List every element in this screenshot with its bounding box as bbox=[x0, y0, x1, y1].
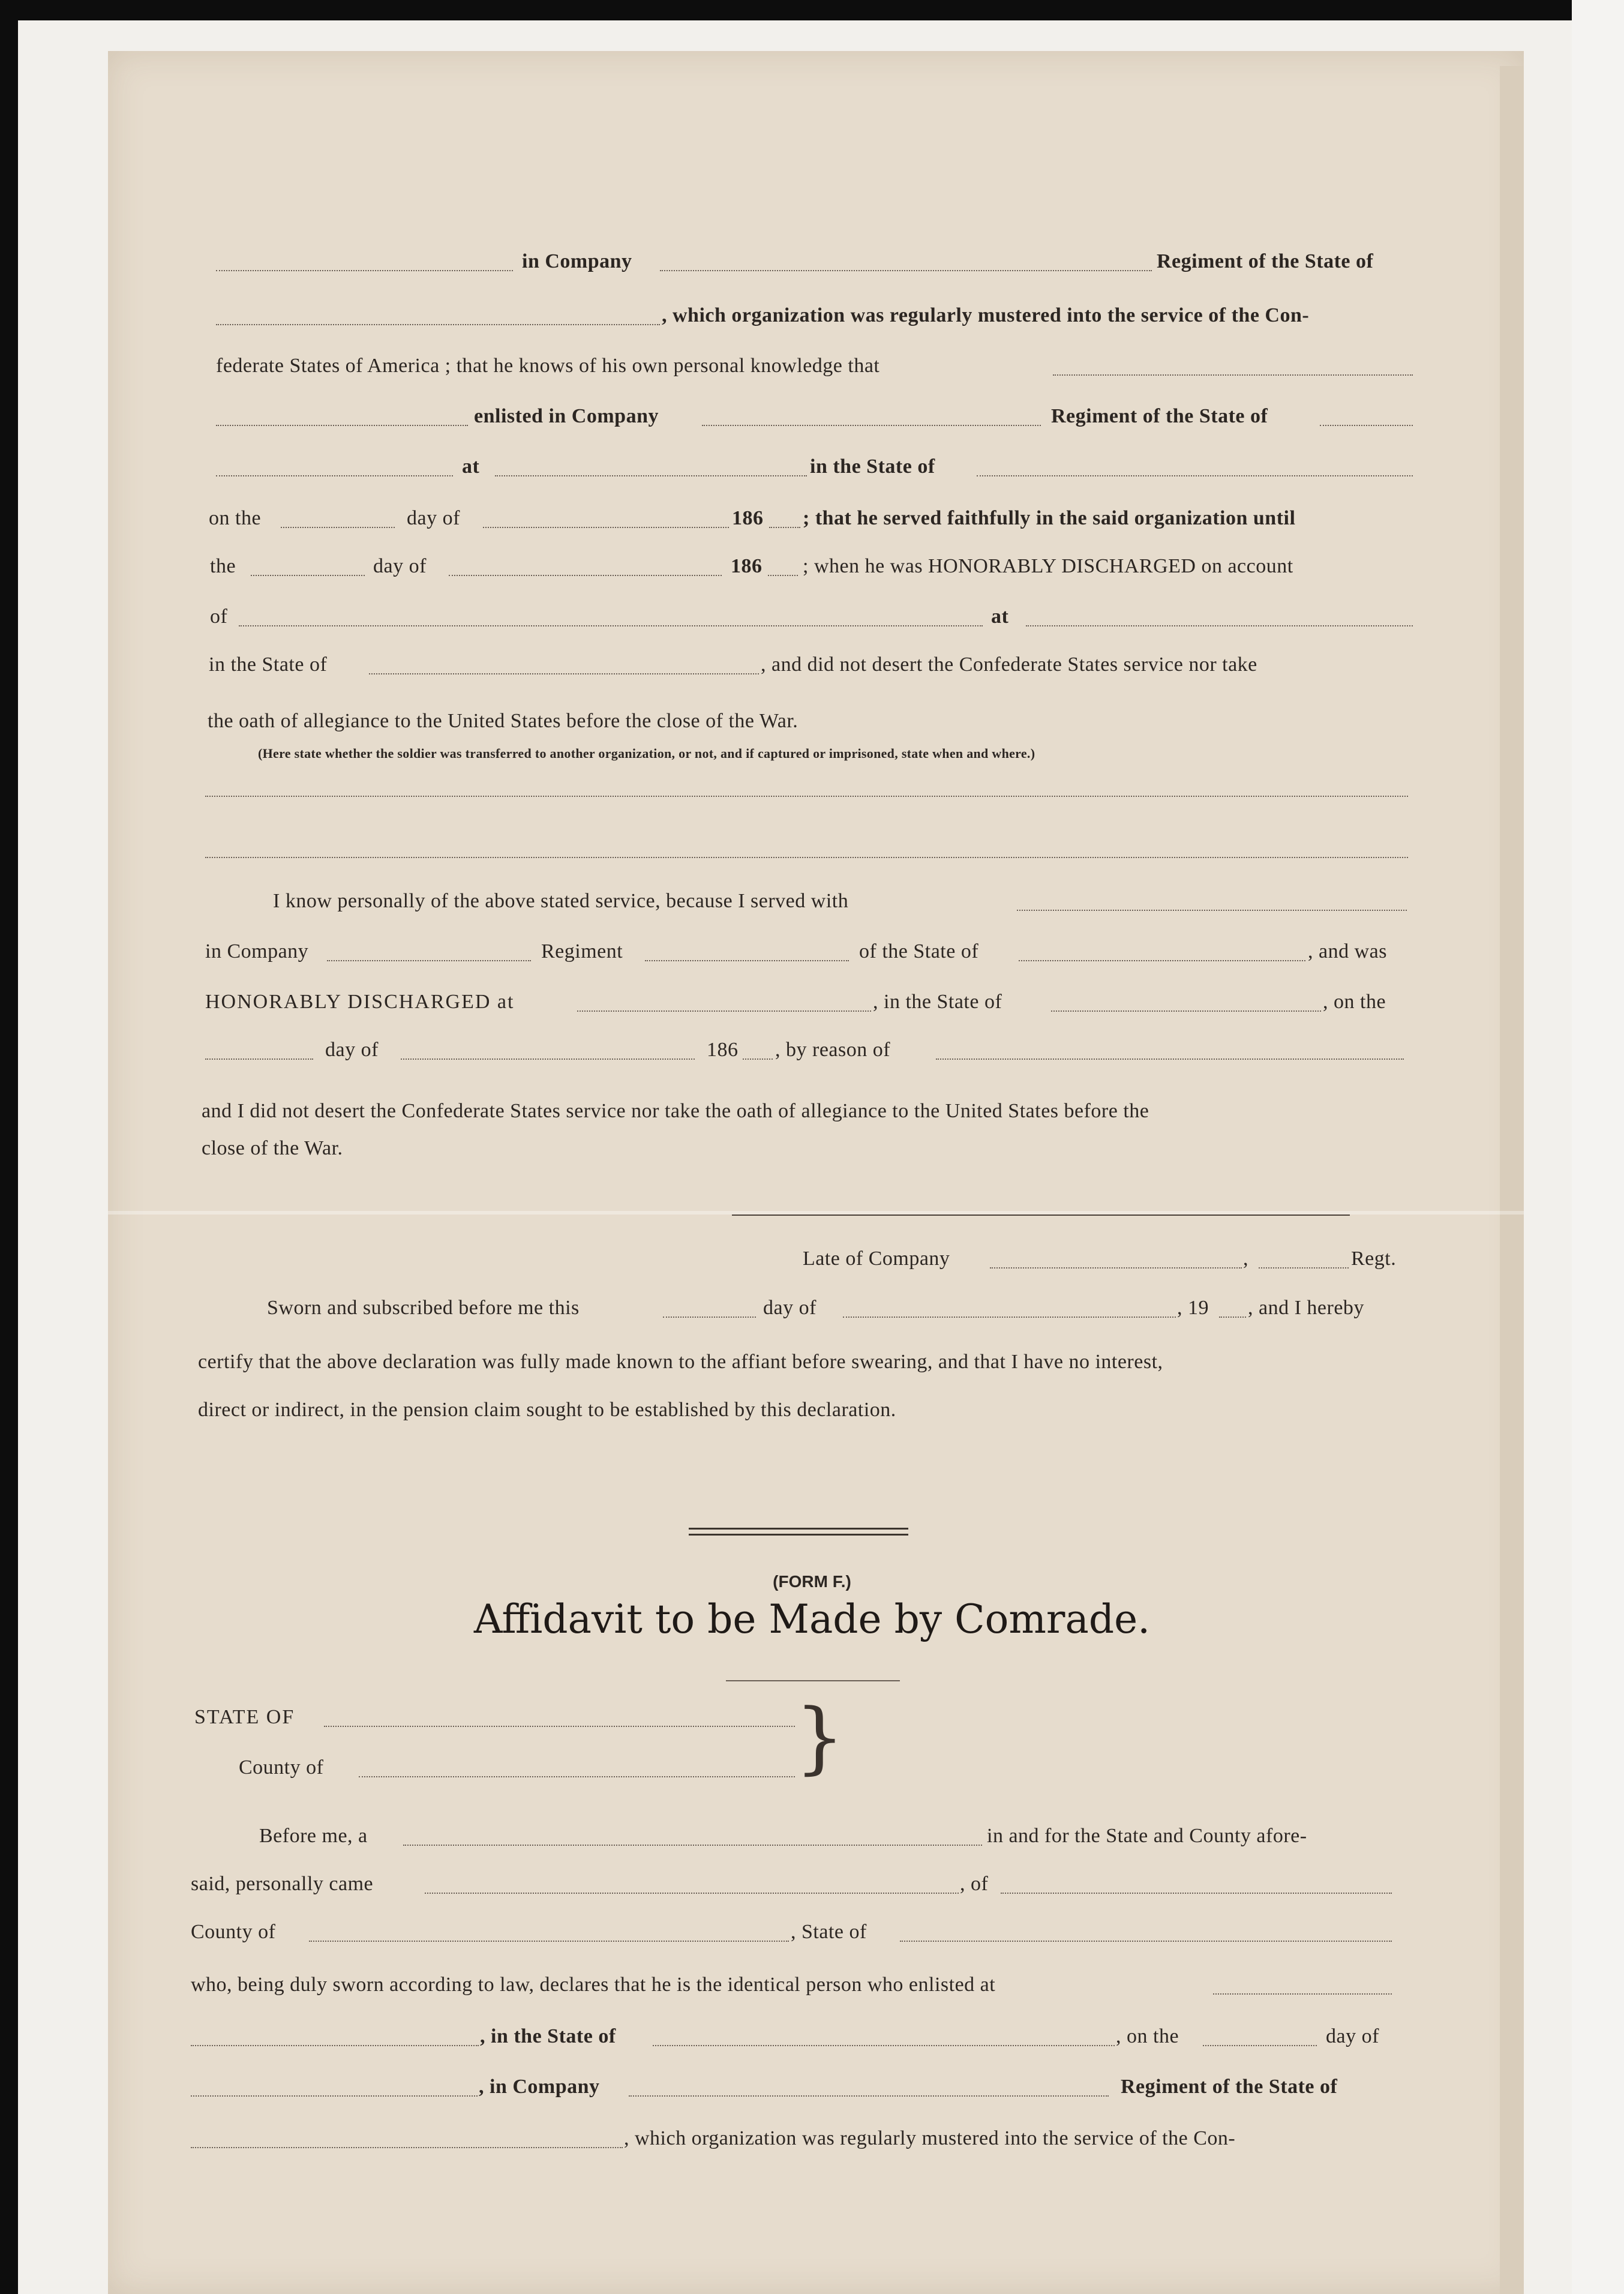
blank-field[interactable] bbox=[216, 475, 453, 476]
label-and-was: , and was bbox=[1308, 940, 1387, 962]
blank-field[interactable] bbox=[577, 1010, 871, 1012]
label-regt: Regt. bbox=[1351, 1248, 1397, 1270]
title-underline bbox=[726, 1680, 900, 1681]
blank-field[interactable] bbox=[425, 1893, 959, 1894]
blank-field[interactable] bbox=[205, 1058, 313, 1060]
blank-field[interactable] bbox=[1019, 960, 1305, 961]
label-at: at bbox=[462, 455, 480, 478]
text-pension-claim: direct or indirect, in the pension claim sought to be established by this declaration. bbox=[198, 1399, 896, 1421]
blank-field[interactable] bbox=[239, 625, 983, 626]
form-f-line-1 bbox=[0, 1818, 1624, 1866]
blank-field[interactable] bbox=[629, 2095, 1109, 2097]
blank-field[interactable] bbox=[191, 2147, 623, 2148]
text-close-of-war: close of the War. bbox=[202, 1137, 343, 1159]
text-served: ; that he served faithfully in the said organization until bbox=[803, 507, 1296, 529]
jurat-line-2 bbox=[0, 1344, 1624, 1392]
label-year-19: , 19 bbox=[1177, 1297, 1209, 1319]
blank-field[interactable] bbox=[977, 475, 1413, 476]
brace-icon: } bbox=[795, 1692, 845, 1783]
text-duly-sworn: who, being duly sworn according to law, declares that he is the identical person who enlisted at bbox=[191, 1974, 996, 1996]
blank-field[interactable] bbox=[327, 960, 531, 961]
blank-field[interactable] bbox=[216, 425, 468, 426]
label-day-of: day of bbox=[373, 555, 427, 577]
label-the: the bbox=[210, 555, 236, 577]
label-mustered: , which organization was regularly mustered into the service of the Con- bbox=[662, 304, 1310, 326]
blank-field[interactable] bbox=[403, 1845, 982, 1846]
p1-line-1 bbox=[0, 244, 1624, 292]
p1-line-4 bbox=[0, 398, 1624, 446]
scanner-edge-top bbox=[0, 0, 1624, 20]
label-by-reason-of: , by reason of bbox=[775, 1039, 891, 1061]
blank-field[interactable] bbox=[216, 324, 660, 325]
blank-field[interactable] bbox=[663, 1317, 756, 1318]
label-day-of: day of bbox=[763, 1297, 816, 1319]
p2-line-3 bbox=[0, 984, 1624, 1032]
blank-line[interactable] bbox=[205, 857, 1408, 858]
blank-field[interactable] bbox=[990, 1267, 1242, 1269]
blank-field[interactable] bbox=[1026, 625, 1413, 626]
blank-field[interactable] bbox=[449, 575, 722, 576]
form-f-line-5 bbox=[0, 2019, 1624, 2067]
blank-field[interactable] bbox=[768, 575, 798, 576]
blank-field[interactable] bbox=[216, 270, 513, 271]
form-f-line-2 bbox=[0, 1866, 1624, 1914]
label-in-state: in the State of bbox=[810, 455, 935, 478]
p2-line-1 bbox=[0, 883, 1624, 931]
blank-field[interactable] bbox=[1219, 1317, 1246, 1318]
jurat-line-3 bbox=[0, 1392, 1624, 1440]
blank-field[interactable] bbox=[660, 270, 1152, 271]
p2-line-6 bbox=[0, 1130, 1624, 1179]
blank-field[interactable] bbox=[1053, 374, 1413, 376]
label-day-of: day of bbox=[1326, 2025, 1379, 2047]
p1-line-6 bbox=[0, 500, 1624, 548]
blank-field[interactable] bbox=[936, 1058, 1404, 1060]
label-in-state: in the State of bbox=[209, 653, 328, 676]
p1-note bbox=[0, 742, 1624, 766]
label-in-state: , in the State of bbox=[873, 991, 1002, 1013]
label-mustered: , which organization was regularly mustered into the service of the Con- bbox=[624, 2127, 1236, 2149]
signature-late-company: Late of Company , Regt. bbox=[0, 1241, 1624, 1289]
blank-field[interactable] bbox=[359, 1776, 795, 1777]
text-oath-allegiance: the oath of allegiance to the United States before the close of the War. bbox=[208, 710, 799, 732]
p1-line-7 bbox=[0, 548, 1624, 596]
signature-line[interactable] bbox=[732, 1215, 1350, 1216]
label-on-the: on the bbox=[209, 507, 262, 529]
section-divider bbox=[689, 1534, 908, 1536]
form-f-line-4 bbox=[0, 1967, 1624, 2015]
text-knowledge: federate States of America ; that he knows of his own personal knowledge that bbox=[216, 355, 880, 377]
blank-field[interactable] bbox=[281, 527, 395, 528]
text-honorably-discharged-at: HONORABLY DISCHARGED at bbox=[205, 991, 515, 1013]
label-of: of bbox=[210, 605, 228, 628]
blank-field[interactable] bbox=[191, 2095, 478, 2097]
blank-field[interactable] bbox=[483, 527, 729, 528]
label-of: , of bbox=[960, 1873, 989, 1895]
blank-field[interactable] bbox=[324, 1726, 795, 1727]
label-personally-came: said, personally came bbox=[191, 1873, 374, 1895]
text-served-with: I know personally of the above stated service, because I served with bbox=[273, 890, 849, 912]
label-day-of: day of bbox=[325, 1039, 379, 1061]
label-regiment-state: Regiment of the State of bbox=[1051, 405, 1268, 427]
label-state-of: STATE OF bbox=[194, 1706, 295, 1728]
p1-line-8 bbox=[0, 599, 1624, 647]
label-late-of-company: Late of Company bbox=[803, 1248, 950, 1270]
label-regiment-state: Regiment of the State of bbox=[1121, 2076, 1338, 2098]
blank-field[interactable] bbox=[369, 673, 759, 674]
label-regiment-state: Regiment of the State of bbox=[1157, 250, 1374, 272]
blank-field[interactable] bbox=[702, 425, 1041, 426]
label-at: at bbox=[991, 605, 1009, 628]
blank-field[interactable] bbox=[1320, 425, 1413, 426]
label-county-of: County of bbox=[191, 1921, 276, 1943]
form-f-line-6 bbox=[0, 2069, 1624, 2117]
blank-field[interactable] bbox=[743, 1058, 773, 1060]
text-discharged: ; when he was HONORABLY DISCHARGED on account bbox=[803, 555, 1293, 577]
blank-field[interactable] bbox=[191, 2045, 479, 2046]
blank-field[interactable] bbox=[251, 575, 365, 576]
text-certify-declaration: certify that the above declaration was fully made known to the affiant before swearing, and that I have no interest, bbox=[198, 1351, 1163, 1373]
label-in-company: , in Company bbox=[479, 2076, 600, 2098]
p1-line-5 bbox=[0, 449, 1624, 497]
p1-line-2 bbox=[0, 298, 1624, 346]
p1-line-9 bbox=[0, 647, 1624, 695]
blank-field[interactable] bbox=[653, 2045, 1115, 2046]
text-state-county-afore: in and for the State and County afore- bbox=[987, 1825, 1307, 1847]
blank-field[interactable] bbox=[1001, 1893, 1392, 1894]
text-sworn-subscribed: Sworn and subscribed before me this bbox=[267, 1297, 580, 1319]
blank-field[interactable] bbox=[1017, 910, 1407, 911]
form-f-line-7 bbox=[0, 2121, 1624, 2169]
blank-field[interactable] bbox=[495, 475, 807, 476]
label-in-company: in Company bbox=[522, 250, 632, 272]
label-county-of: County of bbox=[239, 1756, 324, 1779]
blank-field[interactable] bbox=[645, 960, 849, 961]
label-of-state: of the State of bbox=[859, 940, 979, 962]
label-regiment: Regiment bbox=[541, 940, 623, 962]
blank-field[interactable] bbox=[900, 1941, 1392, 1942]
blank-field[interactable] bbox=[1213, 1993, 1392, 1995]
p2-line-2 bbox=[0, 934, 1624, 982]
label-before-me: Before me, a bbox=[259, 1825, 368, 1847]
label-on-the: , on the bbox=[1323, 991, 1386, 1013]
blank-line[interactable] bbox=[205, 796, 1408, 797]
form-f-line-3 bbox=[0, 1914, 1624, 1962]
blank-field[interactable] bbox=[401, 1058, 695, 1060]
blank-field[interactable] bbox=[1259, 1267, 1349, 1269]
form-label: (FORM F.) bbox=[773, 1572, 851, 1591]
blank-field[interactable] bbox=[843, 1317, 1176, 1318]
label-year-186: 186 bbox=[731, 555, 763, 577]
label-enlisted-company: enlisted in Company bbox=[474, 405, 659, 427]
label-in-state: , in the State of bbox=[480, 2025, 616, 2047]
label-year-186: 186 bbox=[707, 1039, 739, 1061]
label-day-of: day of bbox=[407, 507, 460, 529]
p1-line-3 bbox=[0, 348, 1624, 396]
section-divider bbox=[689, 1528, 908, 1530]
label-in-company: in Company bbox=[205, 940, 309, 962]
blank-field[interactable] bbox=[769, 527, 800, 528]
form-title: Affidavit to be Made by Comrade. bbox=[473, 1596, 1151, 1642]
label-and-i-hereby: , and I hereby bbox=[1248, 1297, 1364, 1319]
jurat-line-1 bbox=[0, 1290, 1624, 1338]
blank-field[interactable] bbox=[1051, 1010, 1321, 1012]
label-year-186: 186 bbox=[732, 507, 764, 529]
blank-field[interactable] bbox=[309, 1941, 789, 1942]
text-did-not-desert: and I did not desert the Confederate States service nor take the oath of allegiance to the United States before the bbox=[202, 1100, 1149, 1122]
label-on-the: , on the bbox=[1116, 2025, 1179, 2047]
text-did-not-desert: , and did not desert the Confederate States service nor take bbox=[761, 653, 1257, 676]
note-transfer-instructions: (Here state whether the soldier was transferred to another organization, or not, and if captured or imprisoned, state when and where.) bbox=[258, 746, 1035, 761]
p2-line-4 bbox=[0, 1032, 1624, 1080]
label-state-of: , State of bbox=[791, 1921, 867, 1943]
blank-field[interactable] bbox=[1203, 2045, 1317, 2046]
